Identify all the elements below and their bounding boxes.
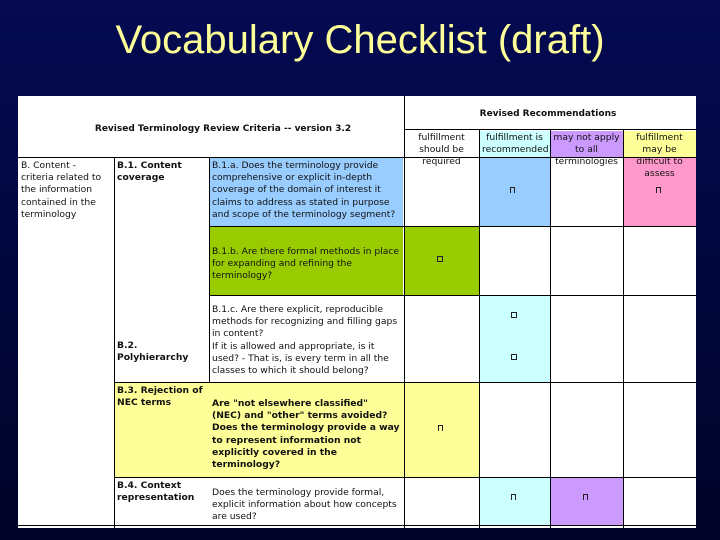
section-label: B. Content - criteria related to the information contained in the terminology: [21, 160, 102, 220]
checkbox-mark-icon: [511, 354, 517, 360]
criterion-b1b: B.1.b. Are there formal methods in place for expanding and refining the terminology?: [212, 246, 400, 282]
cyan-cell-b4: [479, 478, 550, 526]
checkbox-mark-icon: [511, 312, 517, 318]
subsection-rejection-nec: B.3. Rejection of NEC terms: [117, 385, 203, 409]
grid-line: [623, 129, 624, 528]
checkbox-mark-icon: [510, 187, 515, 193]
column-header-may-not-apply: may not apply to all terminologies: [553, 132, 620, 167]
checkbox-mark-icon: [438, 425, 443, 431]
column-header-required: fulfillment should be required: [418, 132, 465, 167]
checkbox-mark-icon: [656, 187, 661, 193]
checkbox-mark-icon: [583, 494, 588, 500]
checkbox-mark-icon: [437, 256, 443, 262]
subsection-content-coverage: B.1. Content coverage: [117, 160, 182, 184]
criterion-b4: Does the terminology provide formal, explicit information about how concepts are used?: [212, 487, 397, 523]
column-header-difficult: fulfillment may be difficult to assess: [636, 132, 683, 179]
subsection-context-representation: B.4. Context representation: [117, 480, 195, 504]
subsection-polyhierarchy: B.2. Polyhierarchy: [117, 340, 189, 364]
grid-line: [479, 129, 480, 528]
right-header: Revised Recommendations: [479, 109, 617, 119]
cyan-cell-b1c: [479, 296, 550, 382]
grid-line: [209, 295, 696, 296]
grid-line: [209, 226, 696, 227]
checkbox-mark-icon: [511, 494, 516, 500]
checklist-table: [18, 96, 696, 528]
left-header: Revised Terminology Review Criteria -- version 3.2: [94, 124, 352, 134]
purple-cell-b4: [550, 478, 623, 526]
criterion-b2: If it is allowed and appropriate, is it used? - That is, is every term in all the classes to which it should belong?: [212, 341, 389, 377]
criterion-b1c: B.1.c. Are there explicit, reproducible methods for recognizing and filling gaps in content?: [212, 304, 398, 340]
grid-line: [550, 129, 551, 528]
criterion-b1a: B.1.a. Does the terminology provide comprehensive or explicit in-depth coverage of the domain of interest it claims to address as stated in purpose and scope of the terminology segment?: [212, 160, 396, 220]
column-header-recommended: fulfillment is recommended: [482, 132, 549, 155]
criterion-b3: Are "not elsewhere classified" (NEC) and "other" terms avoided? Does the terminology provide a way to represent information not explicitly covered in the terminology?: [212, 398, 400, 471]
slide-title: Vocabulary Checklist (draft): [115, 18, 605, 62]
